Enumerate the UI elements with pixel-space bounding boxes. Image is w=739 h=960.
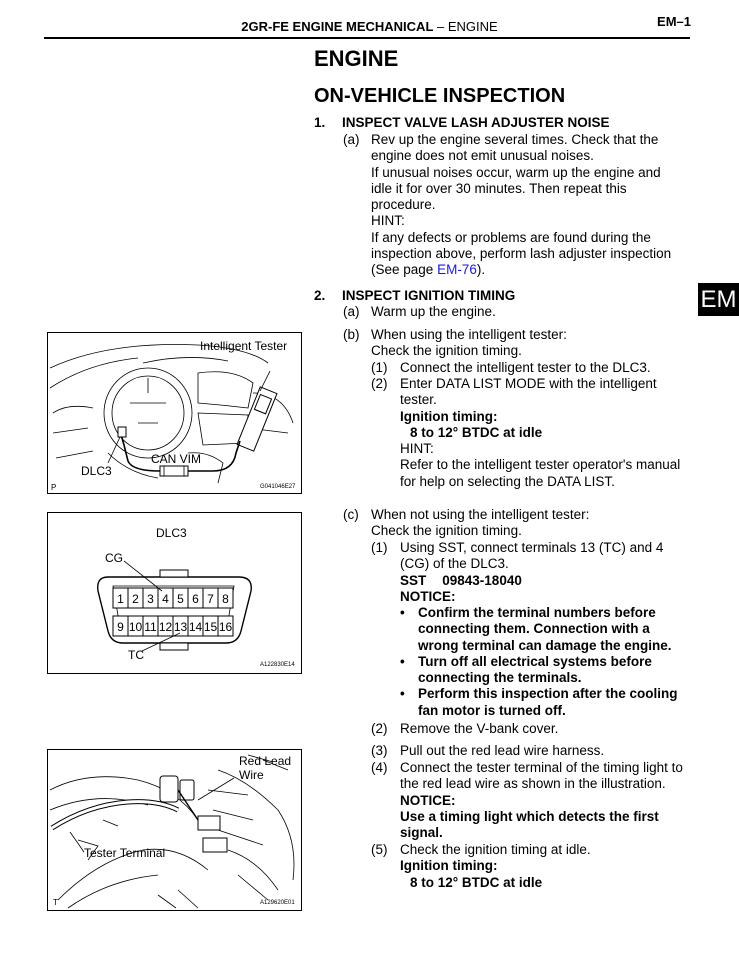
step2-b-body bbox=[371, 327, 567, 360]
pin-number: 12 bbox=[158, 620, 173, 634]
notice-label: NOTICE: bbox=[400, 792, 456, 808]
step2-c1-label: (1) bbox=[371, 540, 388, 555]
figure-intelligent-tester bbox=[47, 332, 302, 494]
text-line: for help on selecting the DATA LIST. bbox=[400, 473, 615, 489]
spec-label: Ignition timing: bbox=[400, 408, 498, 424]
text-line: inspection above, perform lash adjuster inspection bbox=[371, 246, 672, 262]
section-subtitle: ON-VEHICLE INSPECTION bbox=[314, 85, 566, 107]
step2-b2-label: (2) bbox=[371, 376, 388, 391]
figure-code: G041046E27 bbox=[260, 484, 296, 490]
step2-b1-text: Connect the intelligent tester to the DLC3. bbox=[400, 360, 651, 375]
text-line: Use a timing light which detects the first bbox=[400, 808, 659, 824]
text-line: procedure. bbox=[371, 197, 436, 213]
text-line: connecting them. Connection with a bbox=[418, 621, 650, 637]
text-line: HINT: bbox=[371, 213, 405, 229]
step2-c4-label: (4) bbox=[371, 760, 388, 775]
page-number: EM–1 bbox=[657, 14, 691, 29]
notice-bullets bbox=[400, 605, 678, 719]
step2-a-label: (a) bbox=[343, 304, 360, 319]
text-line: Check the ignition timing at idle. bbox=[400, 842, 591, 857]
pin-number: 1 bbox=[117, 592, 124, 606]
figure-code: A122830E14 bbox=[260, 662, 295, 668]
text-line: Connect the tester terminal of the timing light to bbox=[400, 760, 683, 775]
step2-c3-text: Pull out the red lead wire harness. bbox=[400, 743, 605, 758]
text-line: tester. bbox=[400, 392, 437, 408]
pin-number: 3 bbox=[147, 592, 154, 606]
step1-title: INSPECT VALVE LASH ADJUSTER NOISE bbox=[342, 115, 610, 130]
figure-code: A129620E01 bbox=[260, 900, 295, 906]
bullet-mark: • bbox=[400, 653, 405, 669]
pin-number: 13 bbox=[173, 620, 188, 634]
step2-c2-label: (2) bbox=[371, 721, 388, 736]
tester-illustration bbox=[48, 333, 301, 493]
text-line: (See page EM-76). bbox=[371, 262, 486, 278]
step1-number: 1. bbox=[314, 115, 326, 130]
text-line: wrong terminal can damage the engine. bbox=[418, 637, 672, 653]
header-title: 2GR-FE ENGINE MECHANICAL – ENGINE bbox=[241, 19, 498, 34]
step2-b1-label: (1) bbox=[371, 360, 388, 375]
figure-corner-mark: P bbox=[51, 483, 57, 492]
pin-number: 5 bbox=[177, 592, 184, 606]
step2-c3-label: (3) bbox=[371, 743, 388, 758]
spec-value: 8 to 12° BTDC at idle bbox=[410, 424, 543, 440]
step2-c2-text: Remove the V-bank cover. bbox=[400, 721, 559, 736]
page-link-em-76[interactable]: EM-76 bbox=[437, 262, 477, 278]
text-line: Perform this inspection after the cooling bbox=[418, 686, 678, 702]
pin-number: 4 bbox=[162, 592, 169, 606]
label-tester-terminal: Tester Terminal bbox=[84, 846, 166, 860]
text-line: Using SST, connect terminals 13 (TC) and 4 bbox=[400, 540, 664, 555]
step1-a-body bbox=[371, 132, 671, 279]
pin-number: 10 bbox=[128, 620, 143, 634]
figure-red-lead-wire bbox=[47, 749, 302, 911]
step2-b-label: (b) bbox=[343, 327, 360, 342]
pin-number: 6 bbox=[192, 592, 199, 606]
label-dlc3: DLC3 bbox=[81, 464, 112, 478]
text-line: Check the ignition timing. bbox=[371, 523, 522, 539]
bullet-item bbox=[400, 654, 678, 687]
pin-number: 16 bbox=[218, 620, 233, 634]
pin-number: 2 bbox=[132, 592, 139, 606]
pin-number: 8 bbox=[222, 592, 229, 606]
section-tab: EM bbox=[698, 283, 739, 316]
spec-value: 8 to 12° BTDC at idle bbox=[410, 874, 543, 890]
label-intelligent-tester: Intelligent Tester bbox=[200, 339, 288, 353]
text-line: When using the intelligent tester: bbox=[371, 327, 567, 342]
dlc3-title: DLC3 bbox=[156, 526, 187, 540]
step2-title: INSPECT IGNITION TIMING bbox=[342, 288, 516, 303]
notice-label: NOTICE: bbox=[400, 588, 456, 604]
header-rule bbox=[44, 37, 690, 39]
step2-c-body bbox=[371, 507, 589, 540]
label-cg: CG bbox=[105, 551, 123, 565]
text-line: connecting the terminals. bbox=[418, 670, 582, 686]
step1-a-label: (a) bbox=[343, 132, 360, 147]
text-line: the red lead wire as shown in the illustration. bbox=[400, 776, 666, 792]
bullet-item bbox=[400, 686, 678, 719]
hint-label: HINT: bbox=[400, 441, 434, 457]
step2-number: 2. bbox=[314, 288, 326, 303]
text-line: idle it for over 30 minutes. Then repeat this bbox=[371, 180, 627, 196]
section-title: ENGINE bbox=[314, 46, 399, 71]
pin-number: 7 bbox=[207, 592, 214, 606]
step2-c-label: (c) bbox=[343, 507, 359, 522]
bullet-item bbox=[400, 605, 678, 654]
figure-corner-mark: T bbox=[53, 898, 58, 907]
text-line: fan motor is turned off. bbox=[418, 702, 566, 718]
bullet-mark: • bbox=[400, 686, 405, 702]
red-lead-illustration bbox=[48, 750, 301, 910]
pin-number: 15 bbox=[203, 620, 218, 634]
label-tc: TC bbox=[128, 648, 144, 662]
pin-number: 11 bbox=[144, 620, 157, 634]
dlc3-connector-illustration bbox=[48, 513, 301, 673]
step2-c5-body bbox=[400, 842, 591, 891]
pin-number: 9 bbox=[117, 620, 124, 634]
sst-line: SST 09843-18040 bbox=[400, 572, 522, 588]
text-line: If unusual noises occur, warm up the engine and bbox=[371, 164, 661, 180]
text-line: Confirm the terminal numbers before bbox=[418, 605, 656, 620]
label-red-lead: Red Lead bbox=[239, 754, 292, 768]
text-line: Check the ignition timing. bbox=[371, 343, 522, 359]
text-line: (CG) of the DLC3. bbox=[400, 556, 509, 572]
step2-a-text: Warm up the engine. bbox=[371, 304, 496, 319]
step2-c4-body bbox=[400, 760, 683, 841]
text-line: signal. bbox=[400, 825, 443, 841]
spec-label: Ignition timing: bbox=[400, 858, 498, 874]
text-line: Refer to the intelligent tester operator's manual bbox=[400, 457, 681, 473]
text-line: engine does not emit unusual noises. bbox=[371, 148, 594, 164]
text-line: If any defects or problems are found during the bbox=[371, 229, 651, 245]
figure-dlc3 bbox=[47, 512, 302, 674]
text-line: When not using the intelligent tester: bbox=[371, 507, 590, 522]
step2-c1-body bbox=[400, 540, 663, 605]
label-wire: Wire bbox=[239, 768, 264, 782]
bullet-mark: • bbox=[400, 605, 405, 620]
step2-b2-body bbox=[400, 376, 680, 490]
pin-number: 14 bbox=[188, 620, 203, 634]
text-line: Rev up the engine several times. Check that the bbox=[371, 132, 659, 147]
text-line: Turn off all electrical systems before bbox=[418, 653, 652, 669]
step2-c5-label: (5) bbox=[371, 842, 388, 857]
label-can-vim: CAN VIM bbox=[151, 452, 202, 466]
text-line: Enter DATA LIST MODE with the intelligent bbox=[400, 376, 657, 391]
